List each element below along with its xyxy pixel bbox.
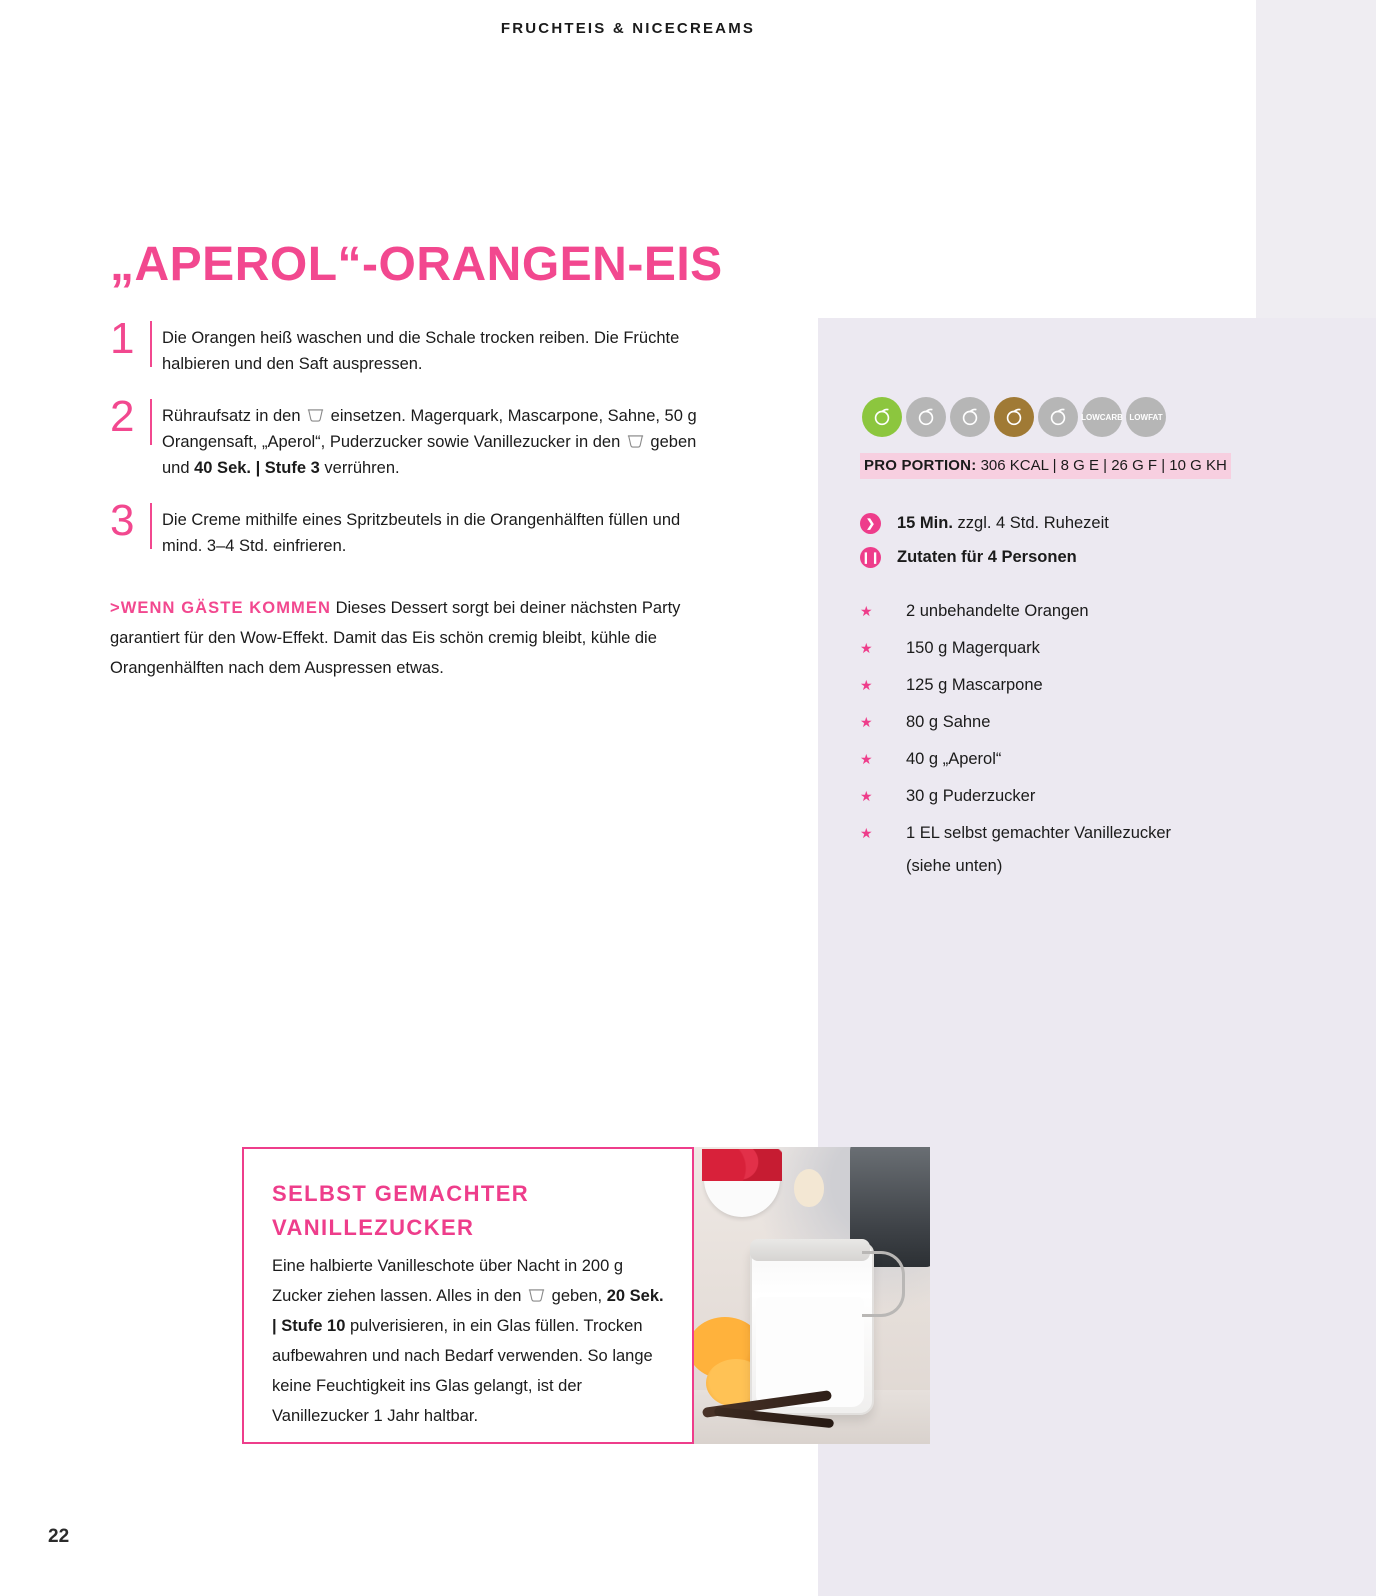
preparation-steps [110,314,710,683]
vegetarian-badge [862,397,902,437]
vegan-leaf-badge [906,397,946,437]
meta-row [860,546,1340,568]
jar-contents-shape [756,1297,864,1407]
step-text: Die Orangen heiß waschen und die Schale trocken reiben. Die Früchte halbieren und den Saft auspressen. [162,329,680,373]
step-text: Die Creme mithilfe eines Spritzbeutels in die Orangenhälften füllen und mind. 3–4 Std. einfrieren. [162,511,681,555]
strawberries-shape [702,1149,782,1181]
thermomix-cup-icon [307,408,324,423]
recipe-photo [694,1147,930,1444]
ingredient-item [860,637,1330,659]
gluten-free-badge [950,397,990,437]
tip-block [110,593,710,683]
ingredient-list [860,600,1330,881]
step-1 [110,314,710,377]
portions-icon: ❙❙ [860,547,881,568]
vanilla-sugar-box [242,1147,694,1444]
ingredient-item [860,748,1330,770]
tip-body: Dieses Dessert sorgt bei deiner nächsten Party garantiert für den Wow-Effekt. Damit das Eis schön cremig bleibt, kühle die Orangenhälften nach dem Auspressen etwas. [110,599,681,677]
nutrition-line [860,453,1231,479]
tip-heading: >WENN GÄSTE KOMMEN [110,599,332,617]
ingredient-item [860,600,1330,622]
running-head: FRUCHTEIS & NICECREAMS [500,20,756,37]
lactose-badge [1038,397,1078,437]
ingredient-text: 80 g Sahne [906,713,991,731]
page-number: 22 [48,1526,70,1547]
ingredient-text: 125 g Mascarpone [906,676,1043,694]
step-3 [110,496,710,559]
thermomix-cup-icon [627,434,644,449]
meta-text: 15 Min. zzgl. 4 Std. Ruhezeit [897,514,1109,532]
step-2 [110,392,710,481]
star-icon: ★ [860,788,873,804]
meta-text: Zutaten für 4 Personen [897,548,1077,566]
star-icon: ★ [860,751,873,767]
star-icon: ★ [860,825,873,841]
emphasis-text: 20 Sek. | Stufe 10 [272,1287,664,1335]
low-carb-badge: LOW CARB [1082,397,1122,437]
emphasis-text: 40 Sek. | Stufe 3 [194,459,320,477]
nutrition-label: PRO PORTION: [864,457,977,474]
thermomix-cup-icon [528,1288,545,1303]
ingredient-item [860,674,1330,696]
vanilla-box-title: SELBST GEMACHTER VANILLEZUCKER [272,1181,530,1240]
jar-lid-shape [750,1239,870,1261]
low-fat-badge: LOW FAT [1126,397,1166,437]
step-divider [150,399,152,445]
ingredient-item [860,711,1330,733]
clock-arrow-icon: ❯ [860,513,881,534]
star-icon: ★ [860,640,873,656]
ingredient-item [860,822,1330,844]
egg-shape [794,1169,824,1207]
nut-badge [994,397,1034,437]
star-icon: ★ [860,714,873,730]
nutrition-values: 306 KCAL | 8 G E | 26 G F | 10 G KH [980,457,1227,474]
ingredient-text: 1 EL selbst gemachter Vanillezucker [906,824,1172,842]
step-number: 3 [110,496,135,545]
star-icon: ★ [860,677,873,693]
ingredient-text: 40 g „Aperol“ [906,750,1002,768]
ingredient-item [860,785,1330,807]
step-divider [150,503,152,549]
step-number: 2 [110,392,135,441]
ingredient-text: 2 unbehandelte Orangen [906,602,1089,620]
diet-badges [862,397,1166,437]
recipe-meta [860,512,1340,580]
step-number: 1 [110,314,135,363]
page-title: „APEROL“-ORANGEN-EIS [110,238,723,292]
ingredient-text: 30 g Puderzucker [906,787,1036,805]
meta-row [860,512,1340,534]
star-icon: ★ [860,603,873,619]
jar-clamp-shape [862,1251,905,1317]
ingredient-note: (siehe unten) [906,857,1003,875]
ingredient-text: 150 g Magerquark [906,639,1040,657]
step-divider [150,321,152,367]
vanilla-box-text: Eine halbierte Vanilleschote über Nacht in 200 g Zucker ziehen lassen. Alles in den geben, 20 Sek. | Stufe 10 pulverisieren, in ein Glas füllen. Trocken aufbewahren und nach Bedarf verwenden. So lange keine Feuchtigkeit ins Glas gelangt, ist der Vanillezucker 1 Jahr haltbar. [272,1257,664,1425]
step-text: Rühraufsatz in den einsetzen. Magerquark, Mascarpone, Sahne, 50 g Orangensaft, „Aperol“, Puderzucker sowie Vanillezucker in den geben und 40 Sek. | Stufe 3 verrühren. [162,407,697,477]
